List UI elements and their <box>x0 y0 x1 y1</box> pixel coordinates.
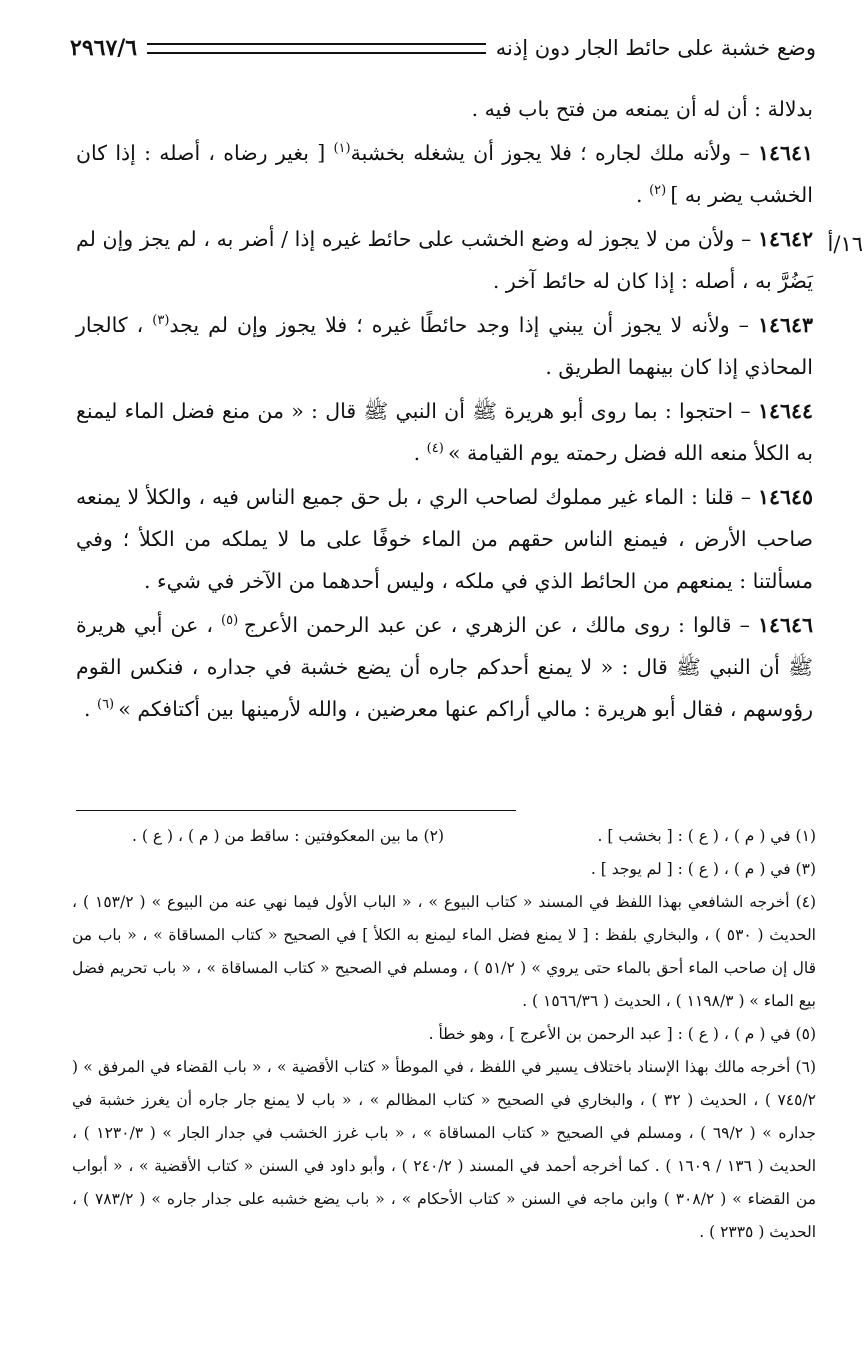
footnote-marker: (٢) <box>649 183 671 199</box>
footnote: (٤) أخرجه الشافعي بهذا اللفظ في المسند « كتاب البيوع » ، « الباب الأول فيما نهي عنه من البيوع » ( ١٥٣/٢ ) ، الحديث ( ٥٣٠ ) ، والبخاري بلفظ : [ لا يمنع فضل الماء ليمنع به الكلأ ] في الصحيح « كتاب المساقاة » ، « باب من قال إن صاحب الماء أحق بالماء حتى يروي » ( ٥١/٢ ) ، ومسلم في الصحيح « كتاب المساقاة » ، « باب تحريم فضل بيع الماء » ( ١١٩٨/٣ ) ، الحديث ( ١٥٦٦/٣٦ ) . <box>72 893 817 1010</box>
paragraph <box>76 390 813 474</box>
paragraph-text: [ بغير رضاه ، أصله : إذا كان الخشب يضر به ] <box>76 141 813 207</box>
paragraph-text: – قلنا : الماء غير مملوك لصاحب الري ، بل حق جميع الناس فيه ، والكلأ لا يمنعه صاحب الأرض ، فيمنع الناس حقهم من الماء خوفًا على ما لا يملكه من الكلأ ؛ وفي مسألتنا : يمنعهم من الحائط الذي في ملكه ، وليس أحدهما من الآخر في شيء . <box>76 485 813 593</box>
paragraph-text: – ولأن من لا يجوز له وضع الخشب على حائط غيره إذا / أضر به ، لم يجز وإن لم يَضُرَّ به ، أصله : إذا كان له حائط آخر . <box>76 227 813 293</box>
paragraph-text: ، كالجار المحاذي إذا كان بينهما الطريق . <box>76 313 813 379</box>
paragraph-text: – ولأنه لا يجوز أن يبني إذا وجد حائطًا غيره ؛ فلا يجوز وإن لم يجد <box>169 313 758 337</box>
footnote: (٣) في ( م ) ، ( ع ) : [ لم يوجد ] . <box>590 860 816 878</box>
paragraph-text: . <box>636 183 650 207</box>
main-text <box>76 88 813 732</box>
running-header <box>70 28 816 68</box>
header-title: وضع خشبة على حائط الجار دون إذنه <box>495 36 816 60</box>
footnote-separator <box>76 810 516 811</box>
paragraph-number: ١٤٦٤٣ <box>757 313 814 337</box>
paragraph-number: ١٤٦٤٤ <box>757 399 813 423</box>
page-number: ٢٩٦٧/٦ <box>70 35 138 61</box>
paragraph <box>76 476 813 602</box>
paragraph-text: . <box>413 441 427 465</box>
header-rule <box>147 43 486 54</box>
footnotes <box>72 820 816 1249</box>
paragraph-number: ١٤٦٤١ <box>757 141 813 165</box>
paragraph-number: ١٤٦٤٥ <box>757 485 813 509</box>
footnote: (٢) ما بين المعكوفتين : ساقط من ( م ) ، ( ع ) . <box>132 827 444 845</box>
margin-folio-note: ١٦/أ <box>827 232 863 256</box>
paragraph-text: . <box>83 697 97 721</box>
paragraph-text: ، عن أبي هريرة ﷺ أن النبي ﷺ قال : « لا يمنع أحدكم جاره أن يضع خشبة في جداره ، فنكس القوم رؤوسهم ، فقال أبو هريرة : مالي أراكم عنها معرضين ، والله لأرمينها بين أكتافكم » <box>76 613 813 721</box>
paragraph-number: ١٤٦٤٢ <box>757 227 813 251</box>
paragraph-number: ١٤٦٤٦ <box>757 613 813 637</box>
paragraph-text: – قالوا : روى مالك ، عن الزهري ، عن عبد الرحمن الأعرج <box>243 613 758 637</box>
paragraph <box>76 88 813 130</box>
paragraph-text: – احتجوا : بما روى أبو هريرة ﷺ أن النبي ﷺ قال : « من منع فضل الماء ليمنع به الكلأ منعه الله فضل رحمته يوم القيامة » <box>76 399 813 465</box>
footnote: (١) في ( م ) ، ( ع ) : [ بخشب ] . <box>597 827 816 845</box>
paragraph <box>76 218 813 302</box>
paragraph-text: بدلالة : أن له أن يمنعه من فتح باب فيه . <box>471 97 813 121</box>
footnote-marker: (٥) <box>221 613 244 629</box>
footnote-marker: (١) <box>333 141 351 157</box>
footnote-row <box>72 820 816 853</box>
paragraph <box>76 132 813 216</box>
footnote-marker: (٣) <box>152 313 170 329</box>
footnote: (٦) أخرجه مالك بهذا الإسناد باختلاف يسير في اللفظ ، في الموطأ « كتاب الأقضية » ، « باب القضاء في المرفق » ( ٧٤٥/٢ ) ، الحديث ( ٣٢ ) ، والبخاري في الصحيح « كتاب المظالم » ، « باب لا يمنع جار جاره أن يغرز خشبة في جداره » ( ٦٩/٢ ) ، ومسلم في الصحيح « كتاب المساقاة » ، « باب غرز الخشب في جدار الجار » ( ١٢٣٠/٣ ) ، الحديث ( ١٣٦ / ١٦٠٩ ) . كما أخرجه أحمد في المسند ( ٢٤٠/٢ ) ، وأبو داود في السنن « كتاب الأقضية » ، « أبواب من القضاء » ( ٣٠٨/٢ ) وابن ماجه في السنن « كتاب الأحكام » ، « باب يضع خشبه على جدار جاره » ( ٧٨٣/٢ ) ، الحديث ( ٢٣٣٥ ) . <box>72 1058 817 1241</box>
paragraph-text: – ولأنه ملك لجاره ؛ فلا يجوز أن يشغله بخشبة <box>350 141 758 165</box>
footnote: (٥) في ( م ) ، ( ع ) : [ عبد الرحمن بن الأعرج ] ، وهو خطأ . <box>428 1025 816 1043</box>
footnote-marker: (٦) <box>96 697 119 713</box>
footnote-marker: (٤) <box>426 441 448 457</box>
paragraph <box>76 604 813 730</box>
paragraph <box>76 304 813 388</box>
